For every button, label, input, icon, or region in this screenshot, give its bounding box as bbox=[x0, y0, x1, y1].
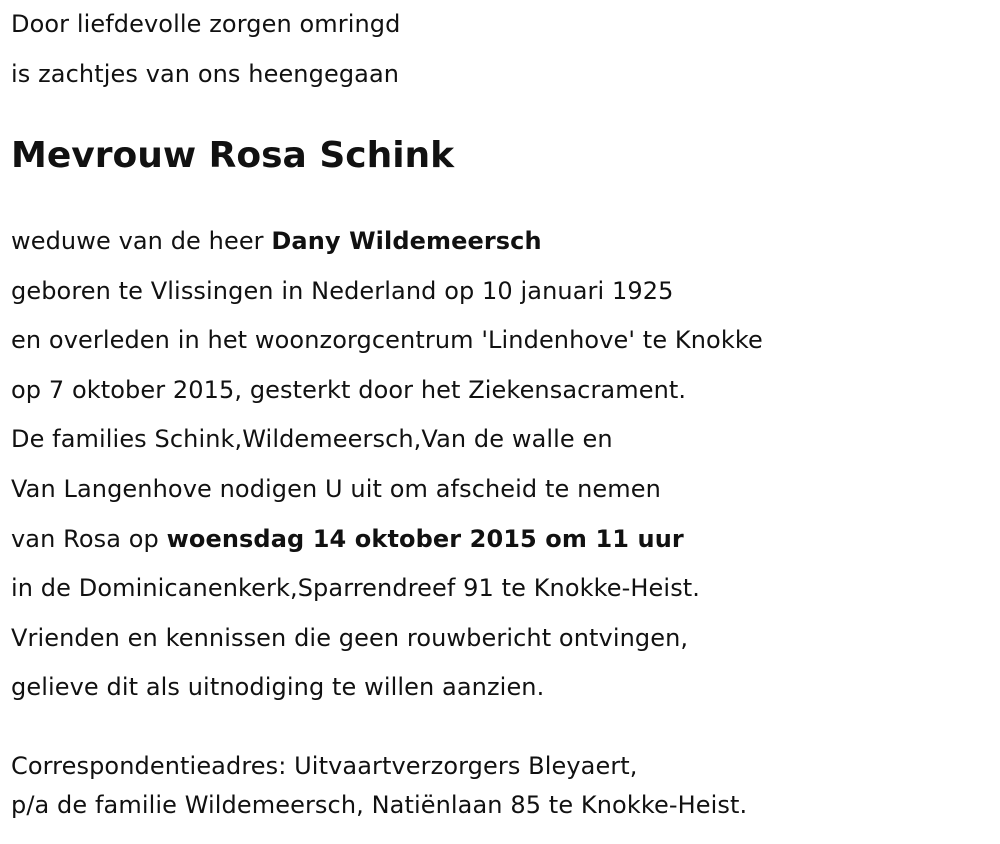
service-datetime: woensdag 14 oktober 2015 om 11 uur bbox=[166, 524, 684, 553]
intro-block bbox=[11, 0, 991, 99]
widow-prefix: weduwe van de heer bbox=[11, 227, 272, 255]
correspondence-address bbox=[11, 747, 991, 825]
service-prefix: van Rosa op bbox=[11, 524, 167, 553]
location-line: in de Dominicanenkerk,Sparrendreef 91 te Knokke-Heist. bbox=[11, 574, 701, 603]
deceased-name: Mevrouw Rosa Schink bbox=[11, 135, 455, 176]
intro-line-2: is zachtjes van ons heengegaan bbox=[11, 59, 400, 88]
death-date-line: op 7 oktober 2015, gesterkt door het Ziekensacrament. bbox=[11, 375, 687, 404]
widow-line bbox=[11, 217, 991, 267]
notice-body bbox=[11, 217, 991, 713]
obituary-notice bbox=[11, 0, 991, 825]
correspondence-line-1: Correspondentieadres: Uitvaartverzorgers Bleyaert, bbox=[11, 751, 638, 780]
spouse-name: Dany Wildemeersch bbox=[271, 227, 542, 255]
intro-line-1: Door liefdevolle zorgen omringd bbox=[11, 10, 401, 38]
friends-line: Vrienden en kennissen die geen rouwbericht ontvingen, bbox=[11, 623, 689, 652]
correspondence-line-2: p/a de familie Wildemeersch, Natiënlaan 85 te Knokke-Heist. bbox=[11, 790, 748, 819]
invite-line: Van Langenhove nodigen U uit om afscheid te nemen bbox=[11, 474, 661, 503]
families-line: De families Schink,Wildemeersch,Van de walle en bbox=[11, 425, 613, 454]
consider-line: gelieve dit als uitnodiging te willen aanzien. bbox=[11, 673, 545, 702]
birth-line: geboren te Vlissingen in Nederland op 10 januari 1925 bbox=[11, 276, 674, 305]
service-line bbox=[11, 515, 991, 565]
death-line: en overleden in het woonzorgcentrum 'Lindenhove' te Knokke bbox=[11, 326, 763, 355]
